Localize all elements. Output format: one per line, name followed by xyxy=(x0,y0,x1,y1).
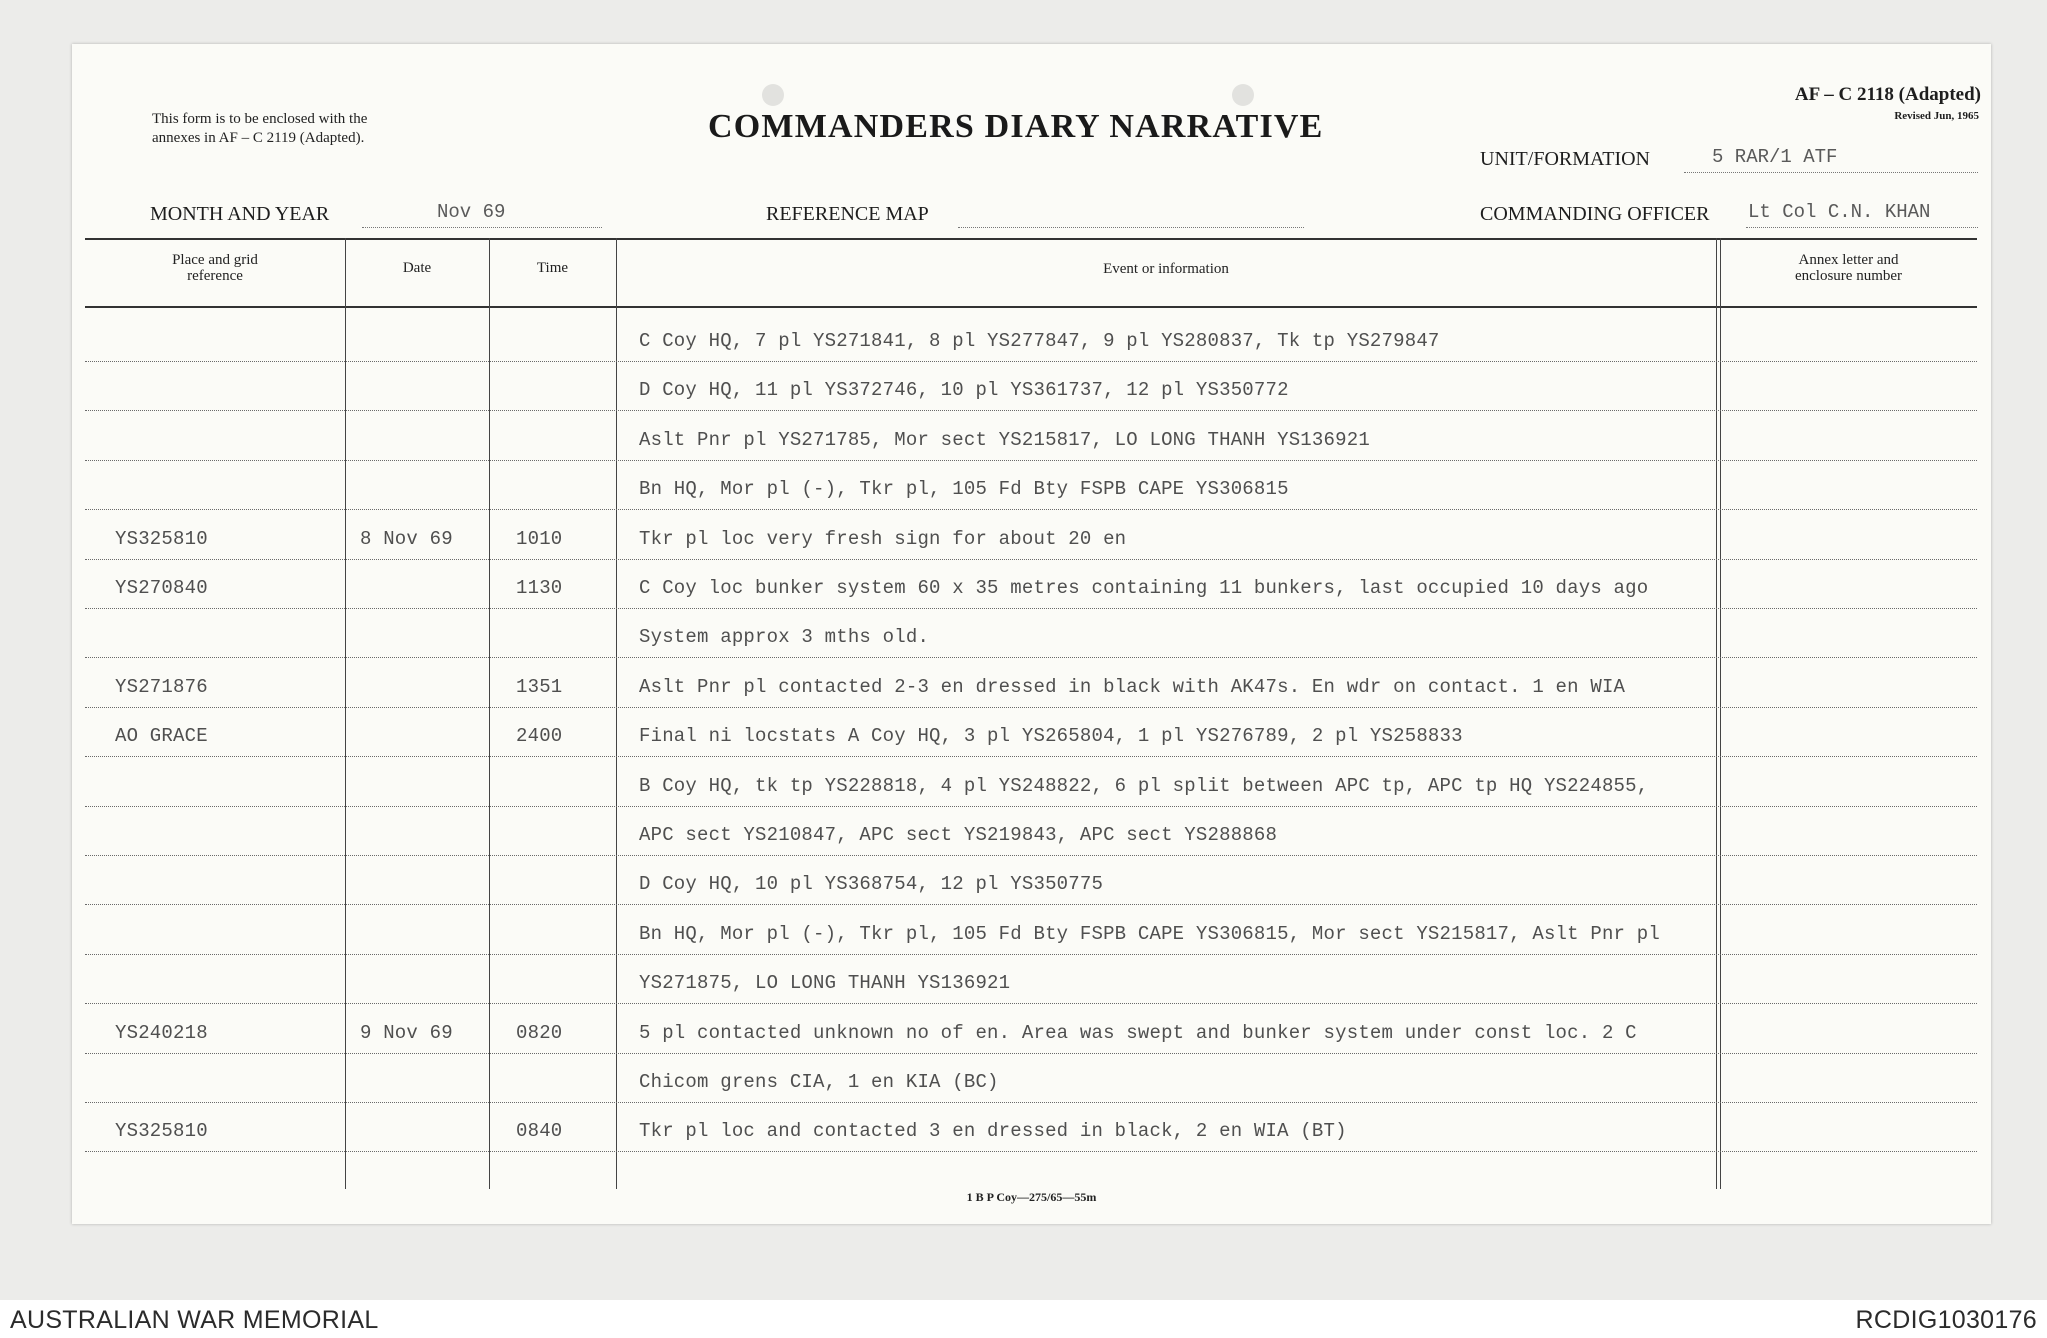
page-title: COMMANDERS DIARY NARRATIVE xyxy=(708,108,1324,145)
event-cell: APC sect YS210847, APC sect YS219843, APC sect YS288868 xyxy=(639,824,1278,846)
table-row xyxy=(85,757,1977,807)
footer-credit: AUSTRALIAN WAR MEMORIAL xyxy=(10,1306,379,1334)
table-row xyxy=(85,658,1977,708)
event-cell: Aslt Pnr pl contacted 2-3 en dressed in black with AK47s. En wdr on contact. 1 en WIA xyxy=(639,675,1626,698)
table-row xyxy=(85,806,1977,856)
date-cell: 9 Nov 69 xyxy=(360,1021,453,1044)
commanding-officer-value: Lt Col C.N. KHAN xyxy=(1748,201,1931,223)
time-cell: 2400 xyxy=(516,725,563,748)
time-cell: 1010 xyxy=(516,527,563,550)
table-row xyxy=(85,559,1977,609)
event-cell: Bn HQ, Mor pl (-), Tkr pl, 105 Fd Bty FSPB CAPE YS306815 xyxy=(639,478,1289,501)
month-value: Nov 69 xyxy=(437,201,506,223)
table-row xyxy=(85,707,1977,757)
diary-sheet xyxy=(72,44,1991,1224)
table-row xyxy=(85,361,1977,411)
column-header-event: Event or information xyxy=(1103,261,1229,277)
time-cell: 0840 xyxy=(516,1120,563,1143)
table-row xyxy=(85,1053,1977,1103)
event-cell: Chicom grens CIA, 1 en KIA (BC) xyxy=(639,1071,999,1093)
table-header-rule xyxy=(85,306,1977,308)
date-cell: 8 Nov 69 xyxy=(360,527,453,550)
time-cell: 0820 xyxy=(516,1021,563,1044)
form-number: AF – C 2118 (Adapted) xyxy=(1794,84,1981,105)
form-note-line2: annexes in AF – C 2119 (Adapted). xyxy=(152,130,365,146)
time-cell: 1351 xyxy=(516,675,563,698)
place-cell: YS271876 xyxy=(115,675,208,698)
footer xyxy=(0,1300,2047,1338)
place-cell: YS325810 xyxy=(115,527,208,550)
column-header-time: Time xyxy=(536,260,569,276)
event-cell: Tkr pl loc and contacted 3 en dressed in black, 2 en WIA (BT) xyxy=(639,1120,1347,1143)
revised-date: Revised Jun, 1965 xyxy=(1894,110,1979,122)
time-cell: 1130 xyxy=(516,577,563,599)
table-row xyxy=(85,954,1977,1004)
form-note-line1: This form is to be enclosed with the xyxy=(152,111,368,127)
event-cell: System approx 3 mths old. xyxy=(639,626,930,649)
table-top-rule xyxy=(85,238,1977,240)
column-header-annex: Annex letter and enclosure number xyxy=(1794,252,1903,284)
table-row xyxy=(85,411,1977,461)
event-cell: Aslt Pnr pl YS271785, Mor sect YS215817, LO LONG THANH YS136921 xyxy=(639,428,1370,451)
event-cell: D Coy HQ, 10 pl YS368754, 12 pl YS350775 xyxy=(639,873,1104,896)
commanding-officer-label: COMMANDING OFFICER xyxy=(1480,203,1710,225)
column-header-place: Place and grid reference xyxy=(172,252,258,284)
event-cell: C Coy loc bunker system 60 x 35 metres containing 11 bunkers, last occupied 10 days ago xyxy=(639,577,1649,599)
place-cell: YS325810 xyxy=(115,1120,208,1143)
event-cell: Tkr pl loc very fresh sign for about 20 en xyxy=(639,527,1127,550)
column-header-date: Date xyxy=(402,260,432,276)
event-cell: D Coy HQ, 11 pl YS372746, 10 pl YS361737, 12 pl YS350772 xyxy=(639,379,1289,402)
map-label: REFERENCE MAP xyxy=(766,203,929,225)
table-row xyxy=(85,460,1977,510)
event-cell: B Coy HQ, tk tp YS228818, 4 pl YS248822, 6 pl split between APC tp, APC tp HQ YS224855, xyxy=(639,774,1649,797)
event-cell: 5 pl contacted unknown no of en. Area was swept and bunker system under const loc. 2 C xyxy=(639,1021,1637,1044)
table-row xyxy=(85,1004,1977,1054)
table-row xyxy=(85,1102,1977,1152)
place-cell: YS270840 xyxy=(115,577,208,599)
form-note xyxy=(152,110,367,148)
event-cell: C Coy HQ, 7 pl YS271841, 8 pl YS277847, 9 pl YS280837, Tk tp YS279847 xyxy=(639,330,1440,352)
table-row xyxy=(85,510,1977,560)
event-cell: Bn HQ, Mor pl (-), Tkr pl, 105 Fd Bty FSPB CAPE YS306815, Mor sect YS215817, Aslt Pnr pl xyxy=(639,922,1660,945)
month-label: MONTH AND YEAR xyxy=(150,203,330,225)
table-row xyxy=(85,608,1977,658)
punch-hole xyxy=(762,84,784,106)
table-row xyxy=(85,905,1977,955)
unit-value: 5 RAR/1 ATF xyxy=(1712,146,1838,168)
event-cell: YS271875, LO LONG THANH YS136921 xyxy=(639,972,1011,995)
footer-id: RCDIG1030176 xyxy=(1855,1306,2037,1334)
table-row xyxy=(85,855,1977,905)
event-cell: Final ni locstats A Coy HQ, 3 pl YS265804, 1 pl YS276789, 2 pl YS258833 xyxy=(639,725,1463,748)
unit-label: UNIT/FORMATION xyxy=(1480,148,1650,170)
place-cell: YS240218 xyxy=(115,1021,208,1044)
place-cell: AO GRACE xyxy=(115,725,208,748)
punch-hole xyxy=(1232,84,1254,106)
table-row xyxy=(85,312,1977,362)
printer-imprint: 1 B P Coy—275/65—55m xyxy=(966,1190,1097,1204)
